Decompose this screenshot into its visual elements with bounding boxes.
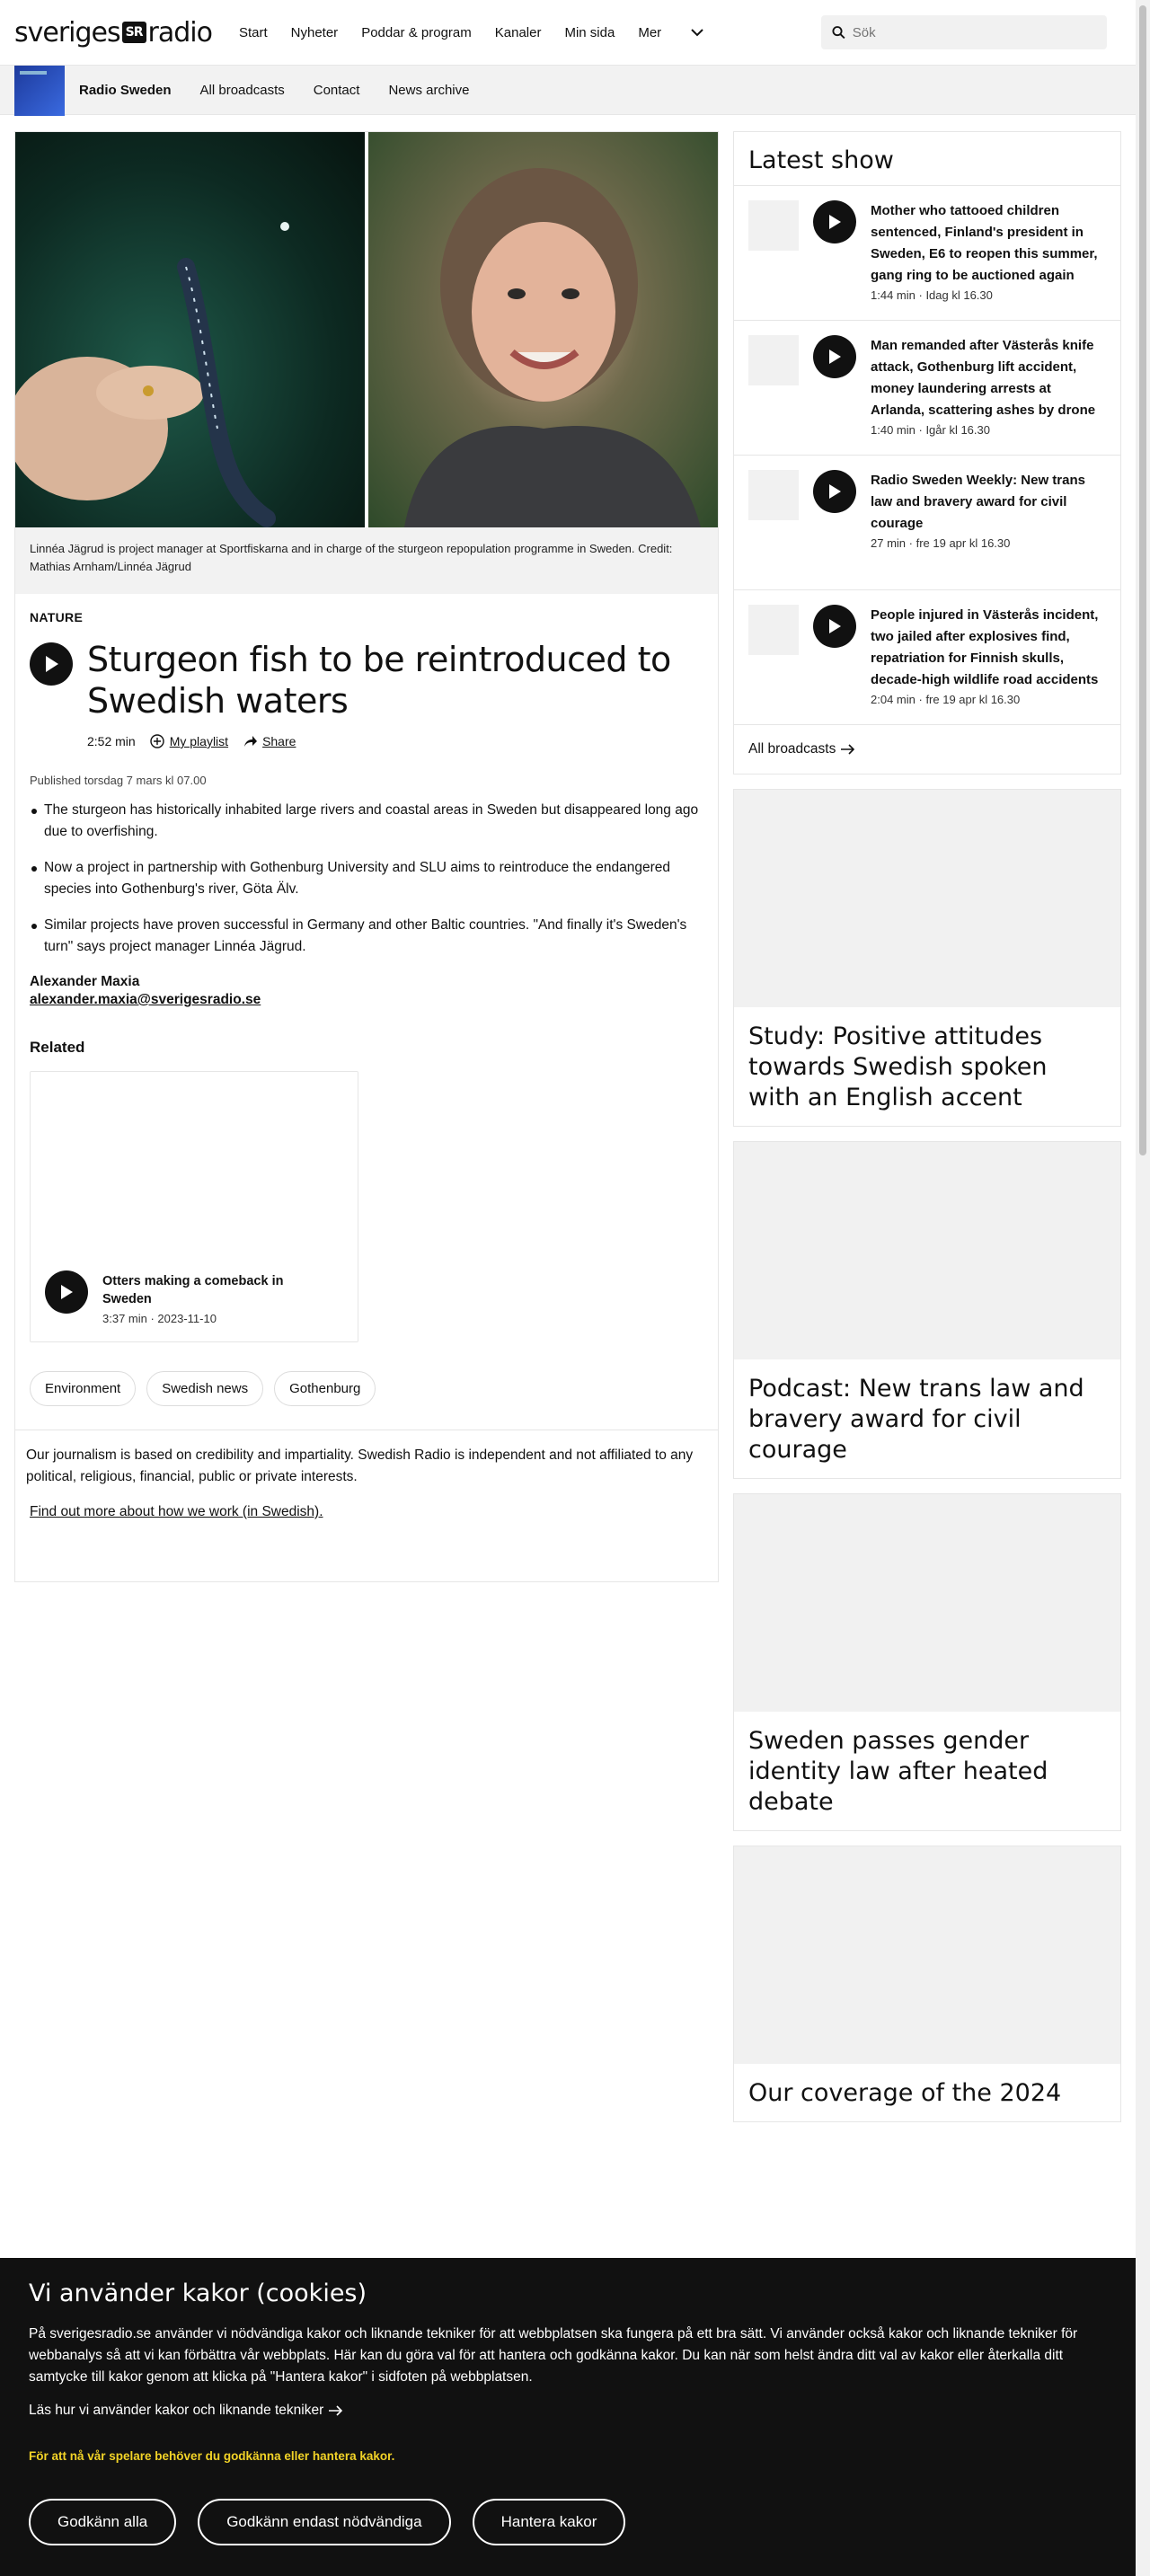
nav-poddar[interactable]: Poddar & program: [361, 24, 472, 40]
share-label: Share: [262, 734, 296, 748]
news-card[interactable]: [733, 1141, 1121, 1479]
related-card-content: [45, 1270, 318, 1325]
sturgeon-photo: [15, 132, 365, 527]
related-title: Otters making a comeback in Sweden: [102, 1274, 284, 1306]
scrollbar-thumb[interactable]: [1139, 5, 1146, 1155]
episode-thumbnail: [748, 335, 799, 385]
episode-title: Man remanded after Västerås knife attack, Gothenburg lift accident, money laundering arrests at Arlanda, scattering ashes by drone: [871, 338, 1096, 418]
episode-duration: 1:40 min: [871, 423, 916, 437]
episode-item[interactable]: [734, 589, 1120, 724]
cookie-info-label: Läs hur vi använder kakor och liknande tekniker: [29, 2403, 324, 2418]
play-icon: [827, 214, 842, 230]
author-name: Alexander Maxia: [30, 974, 140, 989]
logo-text-left: sveriges: [14, 16, 120, 49]
episode-item[interactable]: [734, 320, 1120, 455]
tag-environment[interactable]: Environment: [30, 1371, 136, 1406]
episode-duration: 2:04 min: [871, 693, 916, 706]
article-summary-list: [30, 800, 703, 958]
arrow-right-icon: [329, 2405, 343, 2416]
all-broadcasts-link[interactable]: [734, 724, 1120, 774]
episode-duration: 1:44 min: [871, 288, 916, 302]
cookie-heading: Vi använder kakor (cookies): [29, 2279, 367, 2307]
nav-nyheter[interactable]: Nyheter: [290, 24, 339, 40]
news-card[interactable]: [733, 1846, 1121, 2122]
article-hero-images: [15, 132, 718, 527]
plus-circle-icon: [150, 734, 164, 748]
nav-start[interactable]: Start: [238, 24, 268, 40]
play-icon: [827, 483, 842, 500]
related-play-button[interactable]: [45, 1270, 88, 1314]
search-input[interactable]: [853, 25, 1096, 40]
list-item: The sturgeon has historically inhabited large rivers and coastal areas in Sweden but disappeared long ago due to overfishing.: [30, 800, 703, 843]
cookie-buttons: [29, 2499, 1107, 2545]
episode-date: Igår kl 16.30: [925, 423, 990, 437]
episode-play-button[interactable]: [813, 335, 856, 378]
episode-play-button[interactable]: [813, 200, 856, 243]
share-button[interactable]: [243, 734, 296, 748]
share-icon: [243, 734, 257, 748]
episode-title: Radio Sweden Weekly: New trans law and bravery award for civil courage: [871, 473, 1085, 531]
program-title[interactable]: Radio Sweden: [79, 82, 172, 98]
nav-more-label: Mer: [638, 24, 662, 40]
subnav-all-broadcasts[interactable]: All broadcasts: [199, 82, 285, 98]
page-scrollbar[interactable]: [1136, 0, 1150, 2576]
episode-thumbnail: [748, 200, 799, 251]
journalism-text: Our journalism is based on credibility and impartiality. Swedish Radio is independent and not affiliated to any political, religious, financial, public or private interests.: [26, 1447, 694, 1484]
audio-duration: 2:52 min: [87, 734, 136, 748]
episode-date: Idag kl 16.30: [925, 288, 993, 302]
nav-more-button[interactable]: [638, 25, 704, 40]
chevron-down-icon: [690, 25, 704, 40]
main-nav: [239, 25, 704, 40]
episode-meta: 1:40 min · Igår kl 16.30: [871, 423, 990, 437]
episode-meta: 1:44 min · Idag kl 16.30: [871, 288, 993, 302]
playlist-label: My playlist: [169, 734, 229, 748]
episode-date: fre 19 apr kl 16.30: [925, 693, 1021, 706]
tag-list: [30, 1371, 703, 1406]
accept-all-button[interactable]: Godkänn alla: [29, 2499, 176, 2545]
article-body: [15, 594, 718, 1520]
article-title: Sturgeon fish to be reintroduced to Swedish waters: [87, 640, 671, 721]
top-nav: [0, 0, 1150, 65]
article-main: [14, 131, 719, 1582]
all-broadcasts-label: All broadcasts: [748, 741, 836, 757]
play-icon: [827, 349, 842, 365]
card-title: Study: Positive attitudes towards Swedish spoken with an English accent: [748, 1022, 1048, 1111]
play-icon: [59, 1284, 74, 1300]
related-meta: 3:37 min · 2023-11-10: [102, 1312, 217, 1325]
how-we-work-link[interactable]: Find out more about how we work (in Swedish).: [30, 1504, 323, 1519]
episode-title: Mother who tattooed children sentenced, Finland's president in Sweden, E6 to reopen this summer, gang ring to be auctioned again: [871, 203, 1098, 283]
manage-cookies-button[interactable]: Hantera kakor: [473, 2499, 626, 2545]
search-icon: [832, 25, 845, 40]
episode-play-button[interactable]: [813, 605, 856, 648]
arrow-right-icon: [841, 744, 855, 755]
logo-text-right: radio: [147, 16, 212, 49]
episode-item[interactable]: [734, 455, 1120, 589]
episode-thumbnail: [748, 605, 799, 655]
accept-necessary-button[interactable]: Godkänn endast nödvändiga: [198, 2499, 450, 2545]
search-box[interactable]: [821, 15, 1107, 49]
card-title: Our coverage of the 2024: [748, 2079, 1062, 2107]
episode-meta: 27 min · fre 19 apr kl 16.30: [871, 536, 1011, 550]
latest-show-panel: [733, 131, 1121, 775]
subnav-news-archive[interactable]: News archive: [388, 82, 470, 98]
cookie-info-link[interactable]: [29, 2403, 1107, 2419]
card-title: Podcast: New trans law and bravery award for civil courage: [748, 1375, 1084, 1464]
published-date: Published torsdag 7 mars kl 07.00: [30, 774, 207, 787]
news-card[interactable]: [733, 1493, 1121, 1831]
list-item: Similar projects have proven successful in Germany and other Baltic countries. "And finally it's Sweden's turn" says project manager Linnéa Jägrud.: [30, 915, 703, 958]
play-icon: [43, 655, 59, 673]
cookie-text: På sverigesradio.se använder vi nödvändiga kakor och liknande tekniker för att webbplatsen ska fungera på ett bra sätt. Vi använder också kakor och liknande tekniker för webbanalys så att vi kan förbättra vår webbplats. Här kan du göra val för att hantera och godkänna kakor. Du kan när som helst ändra ditt val av kakor eller återkalla ditt samtycke till kakor genom att klicka på "Hantera kakor" i sidfoten på webbplatsen.: [29, 2326, 1078, 2385]
nav-kanaler[interactable]: Kanaler: [494, 24, 542, 40]
episode-duration: 27 min: [871, 536, 907, 550]
logo-mark: SR: [122, 22, 146, 43]
title-row: [30, 639, 703, 721]
article-category[interactable]: NATURE: [30, 610, 84, 624]
cookie-banner: [0, 2258, 1136, 2576]
episode-title: People injured in Västerås incident, two jailed after explosives find, repatriation for Finnish skulls, decade-high wildlife road accidents: [871, 607, 1099, 687]
episode-item[interactable]: [734, 185, 1120, 320]
tag-gothenburg[interactable]: Gothenburg: [274, 1371, 376, 1406]
sidebar: [733, 131, 1121, 2122]
episode-meta: 2:04 min · fre 19 apr kl 16.30: [871, 693, 1021, 706]
latest-show-heading: Latest show: [748, 146, 894, 174]
related-card[interactable]: [30, 1071, 358, 1342]
related-heading: Related: [30, 1039, 85, 1056]
program-subnav: [0, 65, 1150, 115]
list-item: Now a project in partnership with Gothenburg University and SLU aims to reintroduce the endangered species into Gothenburg's river, Göta Älv.: [30, 857, 703, 900]
card-title: Sweden passes gender identity law after heated debate: [748, 1727, 1048, 1816]
nav-min-sida[interactable]: Min sida: [564, 24, 615, 40]
journalism-statement: [15, 1430, 718, 1520]
subnav-contact[interactable]: Contact: [313, 82, 360, 98]
sr-logo[interactable]: [14, 17, 212, 49]
add-to-playlist-button[interactable]: [150, 734, 228, 748]
card-image: [734, 1494, 1120, 1712]
episode-play-button[interactable]: [813, 470, 856, 513]
audio-meta-row: [87, 734, 703, 748]
card-image: [734, 1142, 1120, 1359]
linnea-jagrud-portrait: [368, 132, 718, 527]
cookie-warning: För att nå vår spelare behöver du godkänna eller hantera kakor.: [29, 2449, 395, 2463]
episode-date: fre 19 apr kl 16.30: [916, 536, 1011, 550]
program-logo[interactable]: [14, 66, 65, 116]
image-caption: Linnéa Jägrud is project manager at Sportfiskarna and in charge of the sturgeon repopulation programme in Sweden. Credit: Mathias Arnham/Linnéa Jägrud: [15, 527, 718, 594]
news-card[interactable]: [733, 789, 1121, 1127]
play-button[interactable]: [30, 642, 73, 686]
author-email-link[interactable]: alexander.maxia@sverigesradio.se: [30, 992, 261, 1007]
card-image: [734, 790, 1120, 1007]
tag-swedish-news[interactable]: Swedish news: [146, 1371, 263, 1406]
play-icon: [827, 618, 842, 634]
card-image: [734, 1846, 1120, 2064]
episode-thumbnail: [748, 470, 799, 520]
